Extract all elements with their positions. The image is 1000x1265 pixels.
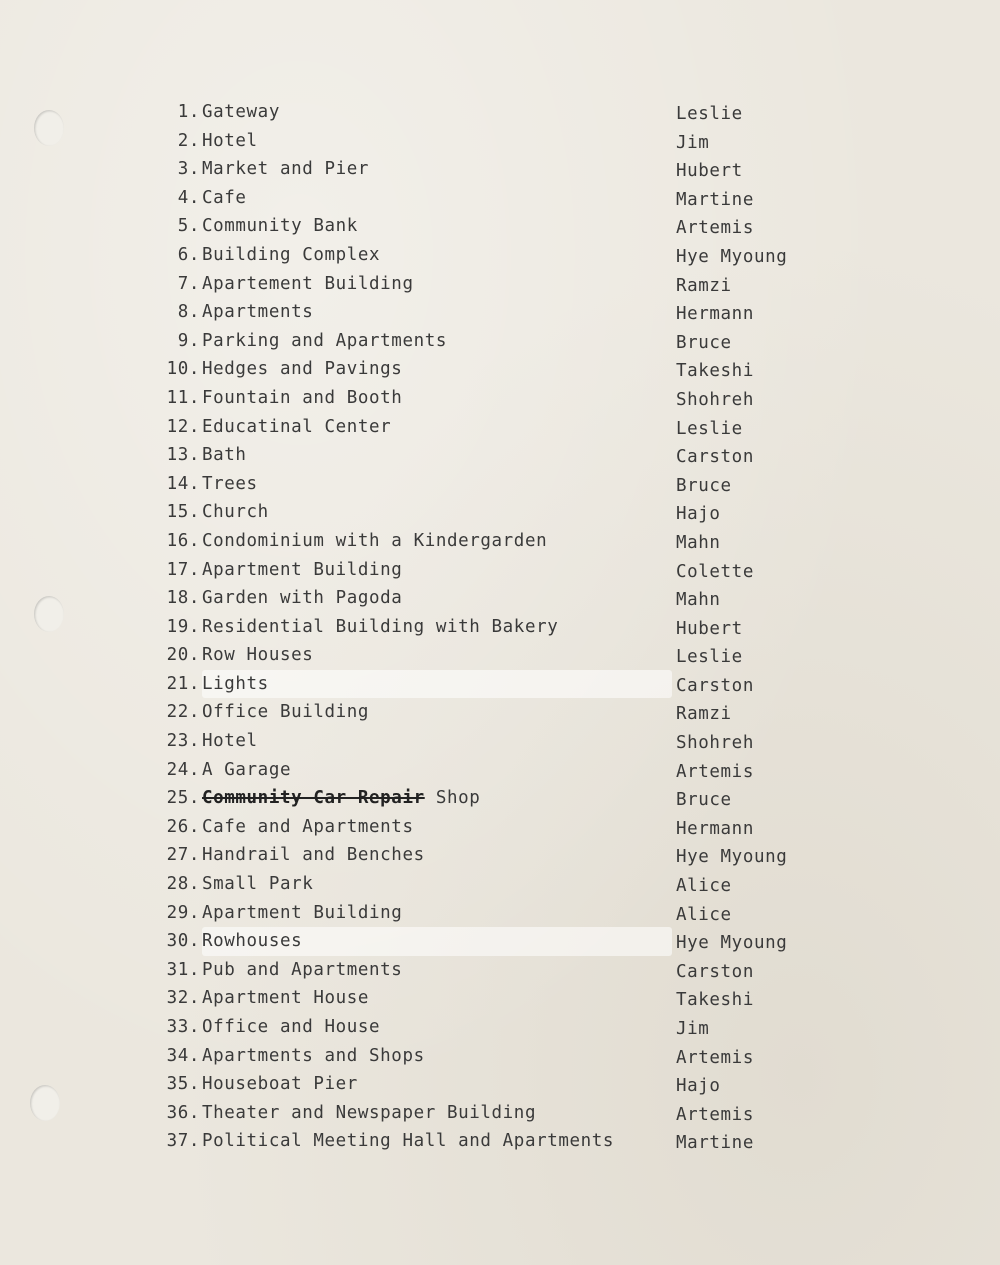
assignee-name: Mahn [676,532,721,553]
item-title: Parking and Apartments [202,330,447,351]
list-item [148,1013,848,1042]
item-title: Houseboat Pier [202,1074,358,1095]
item-number: 33. [166,1017,200,1037]
item-title: Hotel [202,731,258,752]
list-item [148,184,848,213]
item-title [202,784,672,813]
list-item [148,270,848,299]
assignee-name: Leslie [676,104,743,124]
assignee-name: Alice [676,876,732,897]
item-title: A Garage [202,759,292,780]
punch-hole-top [34,110,64,146]
list-item [148,527,848,556]
assignee-name: Martine [676,189,754,210]
item-title: Hotel [202,130,258,151]
item-title: Hedges and Pavings [202,359,403,380]
list-item [148,927,848,956]
assignment-list [148,98,848,1156]
assignee-name: Hye Myoung [676,246,788,267]
list-item [148,212,848,241]
list-item [148,870,848,899]
item-number: 19. [166,616,200,637]
item-number: 2. [177,130,200,151]
assignee-name: Ramzi [676,704,732,725]
item-title: Bath [202,445,247,466]
assignee-name: Leslie [676,418,743,439]
assignee-name: Takeshi [676,990,754,1011]
list-item [148,756,848,785]
list-item [148,727,848,756]
list-item [148,384,848,413]
assignee-name: Artemis [676,1047,754,1068]
assignee-name: Hajo [676,504,721,525]
assignee-name: Ramzi [676,275,732,296]
list-item [148,1070,848,1099]
item-title: Church [202,502,269,523]
list-item [148,984,848,1013]
list-item [148,413,848,442]
item-number: 28. [166,874,200,895]
assignee-name: Hubert [676,618,743,639]
list-item [148,584,848,613]
item-number: 29. [166,902,200,923]
item-number: 25. [166,788,200,809]
list-item [148,1127,848,1156]
assignee-name: Shohreh [676,733,754,754]
item-number: 26. [166,816,200,837]
list-item [148,1099,848,1128]
item-number: 6. [177,244,200,265]
item-number: 32. [166,988,200,1009]
list-item [148,441,848,470]
assignee-name: Carston [676,675,754,696]
item-number: 22. [166,702,200,723]
item-title: Handrail and Benches [202,845,425,866]
item-title: Community Bank [202,216,358,237]
item-title: Gateway [202,102,280,122]
item-number: 13. [166,445,200,466]
item-number: 9. [177,330,200,351]
item-number: 35. [166,1074,200,1095]
item-title: Cafe [202,187,247,208]
item-title: Pub and Apartments [202,959,403,980]
item-title: Educatinal Center [202,416,392,437]
item-number: 16. [166,530,200,551]
item-title: Garden with Pagoda [202,588,403,609]
assignee-name: Bruce [676,332,732,353]
item-number: 10. [166,359,200,380]
item-number: 3. [177,159,200,180]
item-number: 27. [166,845,200,866]
list-item [148,355,848,384]
item-number: 7. [177,273,200,294]
item-title: Theater and Newspaper Building [202,1102,537,1123]
item-title: Political Meeting Hall and Apartments [202,1131,615,1152]
list-item [148,241,848,270]
list-item [148,327,848,356]
item-number: 34. [166,1045,200,1066]
list-item [148,899,848,928]
item-number: 36. [166,1102,200,1123]
assignee-name: Leslie [676,647,743,668]
item-title: Apartement Building [202,273,414,294]
item-title: Office Building [202,702,370,723]
assignee-name: Bruce [676,475,732,496]
assignee-name: Hubert [676,161,743,182]
assignee-name: Bruce [676,790,732,811]
item-title: Trees [202,473,258,494]
item-title: Cafe and Apartments [202,816,414,837]
assignee-name: Jim [676,132,710,153]
item-title: Fountain and Booth [202,387,403,408]
list-item [148,841,848,870]
item-title: Office and House [202,1017,381,1037]
list-item [148,670,848,699]
assignee-name: Carston [676,447,754,468]
item-number: 14. [166,473,200,494]
item-title: Apartment Building [202,902,403,923]
list-item [148,784,848,813]
list-item [148,556,848,585]
item-title: Apartment House [202,988,370,1009]
item-title: Row Houses [202,645,314,666]
item-title: Apartments [202,302,314,323]
list-item [148,613,848,642]
item-number: 18. [166,588,200,609]
list-item [148,127,848,156]
item-number: 8. [177,302,200,323]
item-number: 37. [166,1131,200,1152]
list-item [148,813,848,842]
list-item [148,1042,848,1071]
item-number: 31. [166,959,200,980]
list-item [148,956,848,985]
list-item [148,698,848,727]
item-title: Small Park [202,874,314,895]
item-number: 23. [166,731,200,752]
assignee-name: Mahn [676,590,721,611]
item-number: 17. [166,559,200,580]
item-title: Rowhouses [202,927,672,956]
assignee-name: Hermann [676,304,754,325]
item-number: 30. [166,931,200,952]
item-number: 5. [177,216,200,237]
item-title: Apartments and Shops [202,1045,425,1066]
assignee-name: Artemis [676,761,754,782]
item-number: 11. [166,387,200,408]
assignee-name: Jim [676,1019,710,1039]
assignee-name: Artemis [676,1104,754,1125]
list-item [148,470,848,499]
assignee-name: Hye Myoung [676,933,788,954]
assignee-name: Colette [676,561,754,582]
item-number: 1. [177,102,200,122]
item-number: 4. [177,187,200,208]
assignee-name: Hermann [676,818,754,839]
item-number: 24. [166,759,200,780]
list-item [148,641,848,670]
struck-text: Community Car Repair [202,788,425,809]
punch-hole-bottom [30,1085,60,1121]
list-item [148,298,848,327]
item-title: Condominium with a Kindergarden [202,530,548,551]
list-item [148,498,848,527]
assignee-name: Hye Myoung [676,847,788,868]
assignee-name: Alice [676,904,732,925]
item-title: Apartment Building [202,559,403,580]
punch-hole-middle [34,596,64,632]
assignee-name: Carston [676,961,754,982]
item-title: Residential Building with Bakery [202,616,559,637]
assignee-name: Shohreh [676,389,754,410]
assignee-name: Martine [676,1133,754,1154]
item-title: Building Complex [202,244,381,265]
item-number: 20. [166,645,200,666]
assignee-name: Takeshi [676,361,754,382]
list-item [148,98,848,127]
item-title: Market and Pier [202,159,370,180]
item-number: 12. [166,416,200,437]
item-title-rest: Shop [424,788,481,809]
item-number: 21. [166,673,200,694]
assignee-name: Artemis [676,218,754,239]
item-number: 15. [166,502,200,523]
list-item [148,155,848,184]
assignee-name: Hajo [676,1076,721,1097]
item-title: Lights [202,670,672,699]
